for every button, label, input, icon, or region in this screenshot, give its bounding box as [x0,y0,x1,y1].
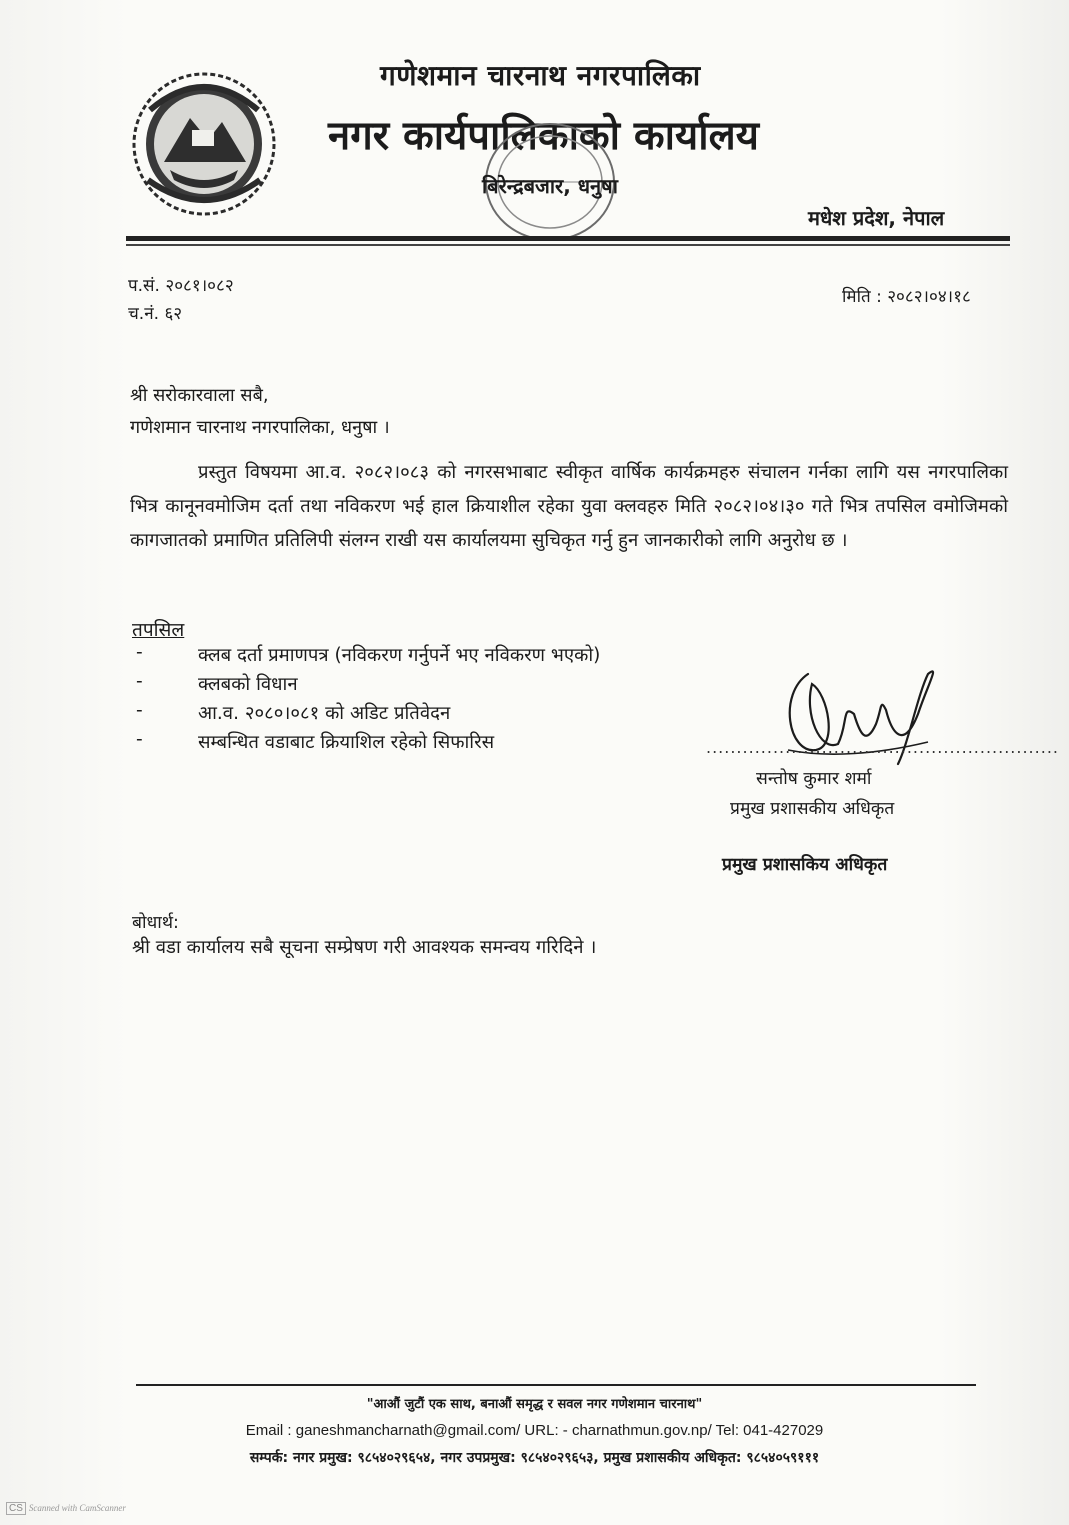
addressee-line-1: श्री सरोकारवाला सबै, [130,385,269,406]
cc-text: श्री वडा कार्यालय सबै सूचना सम्प्रेषण गरी आवश्यक समन्वय गरिदिने । [132,937,597,958]
signatory-title-stamp: प्रमुख प्रशासकिय अधिकृत [722,855,888,875]
handwritten-signature [768,654,948,784]
addressee-line-2: गणेशमान चारनाथ नगरपालिका, धनुषा । [130,417,390,438]
footer-contact: Email : ganeshmancharnath@gmail.com/ URL: - charnathmun.gov.np/ Tel: 041-427029 [245,1422,824,1439]
list-bullet: - [136,700,143,721]
cc-label: बोधार्थ: [132,913,179,933]
letter-body: प्रस्तुत विषयमा आ.व. २०८२।०८३ को नगरसभाबाट स्वीकृत वार्षिक कार्यक्रमहरु संचालन गर्नका लागि यस नगरपालिका भित्र कानूनवमोजिम दर्ता तथा नविकरण भई हाल क्रियाशील रहेका युवा क्लवहरु मिति २०८२।०४।३० गते भित्र तपसिल वमोजिमको कागजातको प्रमाणित प्रतिलिपी संलग्न राखी यस कार्यालयमा सुचिकृत गर्नु हुन जानकारीको लागि अनुरोध छ । [130,462,1008,551]
office-location: बिरेन्द्रबजार, धनुषा [482,174,618,198]
footer-phones: सम्पर्क: नगर प्रमुख: ९८५४०२९६५४, नगर उपप्रमुख: ९८५४०२९६५३, प्रमुख प्रशासकीय अधिकृत: ९८५४०५९१११ [249,1450,820,1466]
scanner-watermark [6,1502,126,1515]
letter-date: मिति : २०८२।०४।१८ [842,287,971,307]
list-bullet: - [136,642,143,663]
list-item-text: आ.व. २०८०।०८१ को अडिट प्रतिवेदन [198,703,451,724]
signatory-name: सन्तोष कुमार शर्मा [756,769,872,789]
list-item-text: क्लब दर्ता प्रमाणपत्र (नविकरण गर्नुपर्ने भए नविकरण भएको) [198,645,601,666]
reference-block [128,272,234,328]
header-rule [126,236,1010,241]
government-emblem [130,70,278,218]
signatory-title: प्रमुख प्रशासकीय अधिकृत [730,799,895,819]
list-item-text: सम्बन्धित वडाबाट क्रियाशिल रहेको सिफारिस [198,732,495,753]
letter-number: प.सं. २०८१।०८२ [128,276,234,296]
province-country: मधेश प्रदेश, नेपाल [808,206,945,230]
scanner-logo: CS [6,1502,26,1515]
list-bullet: - [136,671,143,692]
municipality-name: गणेशमान चारनाथ नगरपालिका [380,59,701,92]
scanner-text: Scanned with CamScanner [28,1503,126,1513]
header-rule-thin [126,244,1010,246]
office-title: नगर कार्यपालिकाको कार्यालय [328,113,759,159]
footer-rule [136,1384,976,1386]
dispatch-number: च.नं. ६२ [128,304,183,324]
attachments-title: तपसिल [132,619,185,641]
signature-line: .......................................................... [706,738,1059,757]
list-item-text: क्लबको विधान [198,674,298,695]
addressee [130,380,390,444]
footer-motto: "आऔं जुटौं एक साथ, बनाऔं समृद्ध र सवल नगर गणेशमान चारनाथ" [366,1397,703,1412]
list-bullet: - [136,729,143,750]
